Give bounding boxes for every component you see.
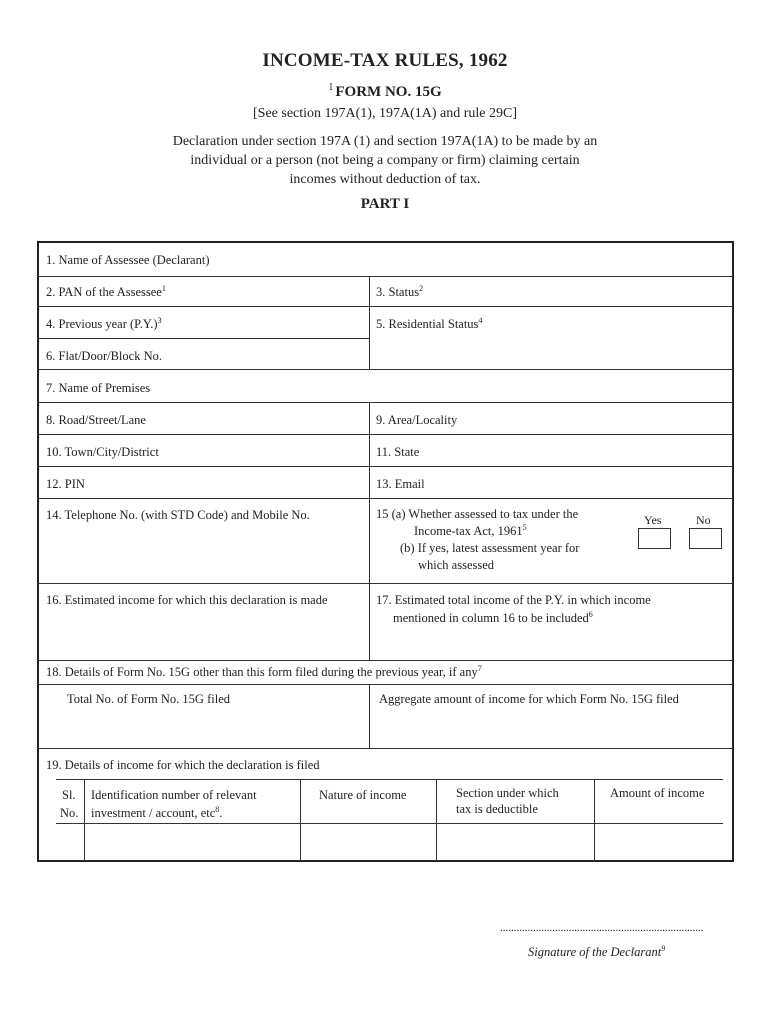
col-amount: Amount of income bbox=[610, 786, 705, 800]
signature-line: .......................................................................... bbox=[500, 922, 704, 934]
col-ident-line-1: Identification number of relevant bbox=[91, 788, 257, 802]
field-15b-line-2: which assessed bbox=[418, 558, 495, 572]
field-15a-line-2: Income-tax Act, 1961$^5$ bbox=[414, 523, 527, 538]
field-7-label: 7. Name of Premises bbox=[46, 381, 151, 395]
field-15a-line-1: 15 (a) Whether assessed to tax under the bbox=[376, 507, 579, 521]
col-sl-line-2: No. bbox=[60, 806, 79, 820]
col-sl-line-1: Sl. bbox=[62, 788, 76, 802]
field-18-total-label: Total No. of Form No. 15G filed bbox=[67, 692, 230, 706]
col-nature: Nature of income bbox=[319, 788, 407, 802]
field-10-label: 10. Town/City/District bbox=[46, 445, 159, 459]
field-17-line-2: mentioned in column 16 to be included$^6$ bbox=[393, 610, 593, 625]
field-19-label: 19. Details of income for which the declaration is filed bbox=[46, 758, 320, 772]
field-17-line-1: 17. Estimated total income of the P.Y. in which income bbox=[376, 593, 651, 607]
section-reference: [See section 197A(1), 197A(1A) and rule 29C] bbox=[253, 106, 517, 121]
field-12-label: 12. PIN bbox=[46, 477, 85, 491]
field-11-label: 11. State bbox=[376, 445, 420, 459]
declaration-line-2: individual or a person (not being a company or firm) claiming certain bbox=[190, 153, 580, 168]
field-4-label: 4. Previous year $(P.Y.)^3$ bbox=[46, 316, 162, 331]
field-18-label: 18. Details of Form No. 15G other than this form filed during the previous year, if any$^7$ bbox=[46, 664, 482, 679]
signature-label: Signature of the Declarant$^9$ bbox=[528, 944, 666, 960]
declaration-line-3: incomes without deduction of tax. bbox=[289, 172, 481, 187]
field-2-label: 2. PAN of the Assessee$^1$ bbox=[46, 284, 166, 299]
field-9-label: 9. Area/Locality bbox=[376, 413, 458, 427]
field-14-label: 14. Telephone No. (with STD Code) and Mobile No. bbox=[46, 508, 310, 522]
field-15b-line-1: (b) If yes, latest assessment year for bbox=[400, 541, 580, 555]
form-number-text: FORM NO. 15G bbox=[335, 84, 442, 100]
field-3-label: 3. Status$^2$ bbox=[376, 284, 424, 299]
no-checkbox[interactable] bbox=[689, 528, 722, 549]
part-heading: PART I bbox=[360, 196, 410, 212]
field-16-label: 16. Estimated income for which this declaration is made bbox=[46, 593, 328, 607]
col-ident-line-2: investment / account, etc$^8$. bbox=[91, 805, 223, 820]
field-13-label: 13. Email bbox=[376, 477, 425, 491]
col-section-line-1: Section under which bbox=[456, 786, 559, 800]
yes-label: Yes bbox=[644, 513, 662, 527]
no-label: No bbox=[696, 513, 711, 527]
declaration-text bbox=[0, 132, 770, 189]
field-5-label: 5. Residential Status$^4$ bbox=[376, 316, 483, 331]
field-8-label: 8. Road/Street/Lane bbox=[46, 413, 146, 427]
form-number-footnote: 1 bbox=[328, 82, 334, 93]
declaration-line-1: Declaration under section 197A (1) and section 197A(1A) to be made by an bbox=[172, 134, 598, 149]
field-1-label: 1. Name of Assessee (Declarant) bbox=[46, 253, 210, 267]
field-18-aggregate-label: Aggregate amount of income for which Form No. 15G filed bbox=[379, 692, 679, 706]
form-number bbox=[0, 84, 770, 101]
col-section-line-2: tax is deductible bbox=[456, 802, 538, 816]
yes-checkbox[interactable] bbox=[638, 528, 671, 549]
form-title: INCOME-TAX RULES, 1962 bbox=[262, 50, 508, 71]
field-6-label: 6. Flat/Door/Block No. bbox=[46, 349, 162, 363]
